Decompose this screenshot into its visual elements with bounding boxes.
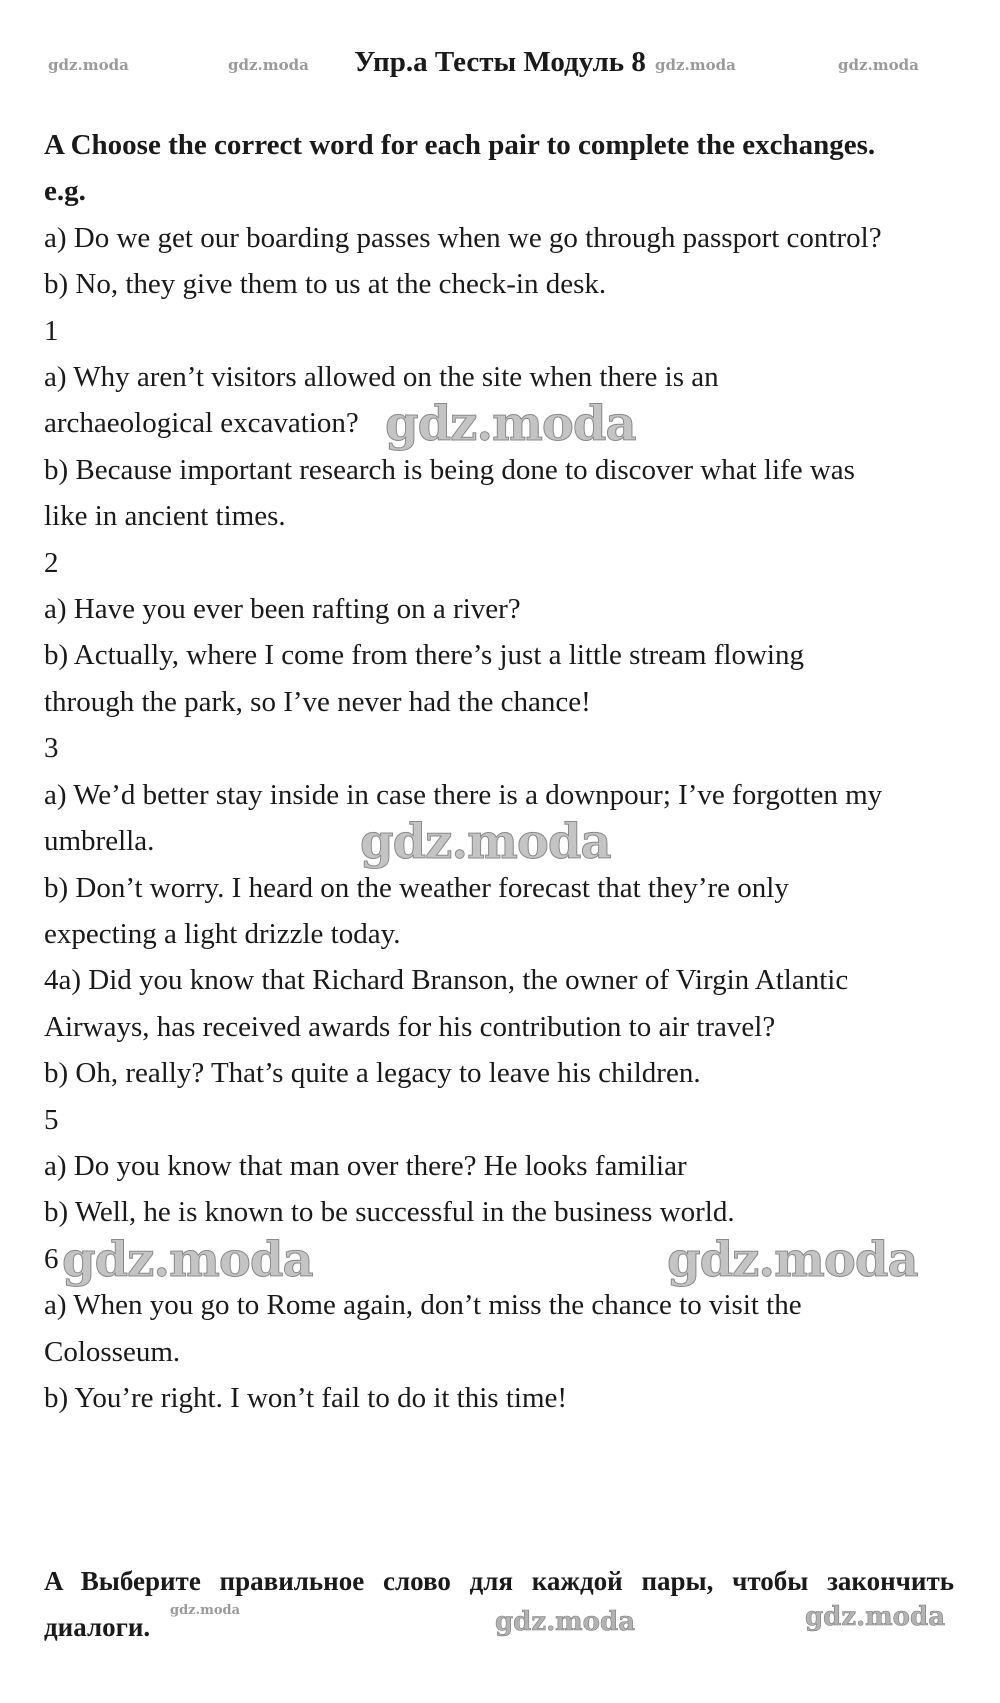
text-line: Airways, has received awards for his contribution to air travel? <box>44 1010 776 1043</box>
watermark-logo: gdz.moda <box>495 1607 636 1637</box>
item-number: 3 <box>44 732 59 765</box>
exercise-content <box>44 122 944 1421</box>
text-line: b) Because important research is being done to discover what life was <box>44 453 855 486</box>
text-line: archaeological excavation? <box>44 407 359 440</box>
text-line: expecting a light drizzle today. <box>44 917 401 950</box>
text-line: Colosseum. <box>44 1335 181 1368</box>
text-line: b) Oh, really? That’s quite a legacy to leave his children. <box>44 1057 701 1090</box>
text-line: a) When you go to Rome again, don’t miss the chance to visit the <box>44 1289 802 1322</box>
text-line: b) Don’t worry. I heard on the weather forecast that they’re only <box>44 871 789 904</box>
text-line: b) You’re right. I won’t fail to do it this time! <box>44 1381 568 1414</box>
text-line: a) Do you know that man over there? He looks familiar <box>44 1149 687 1182</box>
text-line: like in ancient times. <box>44 500 286 533</box>
watermark-logo: gdz.moda <box>360 814 611 870</box>
item-number: 1 <box>44 314 59 347</box>
watermark-logo: gdz.moda <box>655 56 736 74</box>
watermark-logo: gdz.moda <box>228 56 309 74</box>
watermark-logo: gdz.moda <box>48 56 129 74</box>
text-line: b) No, they give them to us at the check-in desk. <box>44 268 607 301</box>
text-line: umbrella. <box>44 825 155 858</box>
item-number: 5 <box>44 1103 59 1136</box>
text-line: b) Actually, where I come from there’s just a little stream flowing <box>44 639 804 672</box>
text-line: 4a) Did you know that Richard Branson, the owner of Virgin Atlantic <box>44 964 849 997</box>
item-number: 2 <box>44 546 59 579</box>
text-line: a) We’d better stay inside in case there is a downpour; I’ve forgotten my <box>44 778 883 811</box>
watermark-logo: gdz.moda <box>170 1603 241 1618</box>
watermark-logo: gdz.moda <box>385 396 636 452</box>
russian-instruction: A Выберите правильное слово для каждой пары, чтобы закончить диалоги. <box>44 1566 954 1642</box>
watermark-logo: gdz.moda <box>805 1602 946 1632</box>
page-title: Упр.а Тесты Модуль 8 <box>354 46 646 78</box>
text-line: a) Why aren’t visitors allowed on the site when there is an <box>44 361 719 394</box>
watermark-logo: gdz.moda <box>62 1232 313 1288</box>
text-line: b) Well, he is known to be successful in the business world. <box>44 1196 735 1229</box>
example-label: e.g. <box>44 175 86 208</box>
watermark-logo: gdz.moda <box>838 56 919 74</box>
text-line: a) Do we get our boarding passes when we go through passport control? <box>44 221 882 254</box>
text-line: a) Have you ever been rafting on a river? <box>44 593 521 626</box>
text-line: through the park, so I’ve never had the chance! <box>44 685 591 718</box>
exercise-instruction: A Choose the correct word for each pair to complete the exchanges. <box>44 129 876 161</box>
item-number: 6 <box>44 1242 59 1275</box>
watermark-logo: gdz.moda <box>667 1232 918 1288</box>
